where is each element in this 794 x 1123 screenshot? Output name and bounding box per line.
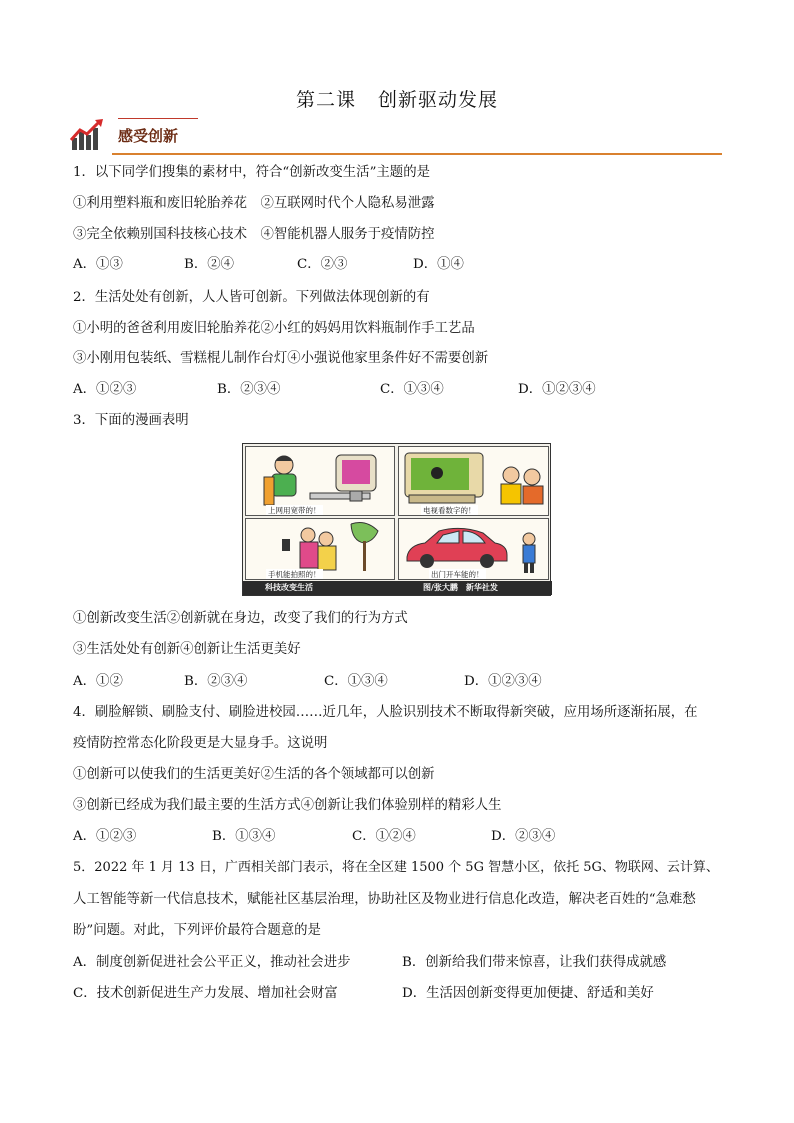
comic-panel-car — [398, 518, 549, 580]
q3-option-d: D．①②③④ — [464, 674, 542, 689]
page-title — [0, 85, 794, 112]
q1-option-b: B．②④ — [184, 257, 235, 272]
growth-chart-icon — [70, 118, 106, 152]
q5-option-b: B．创新给我们带来惊喜，让我们获得成就感 — [402, 955, 667, 970]
comic-banner-credit: 图/张大鹏 新华社发 — [423, 583, 498, 592]
q3-stem: 3．下面的漫画表明 — [73, 413, 189, 428]
q5-stem-line-3: 盼”问题。对此，下列评价最符合题意的是 — [73, 923, 321, 938]
comic-panel-phone — [245, 518, 395, 580]
q2-option-c: C．①③④ — [380, 382, 444, 397]
q1-option-c: C．②③ — [297, 257, 348, 272]
q3-option-c: C．①③④ — [324, 674, 388, 689]
section-label: 感受创新 — [118, 127, 179, 145]
q2-option-a: A．①②③ — [73, 382, 137, 397]
q5-stem-line-1: 5．2022 年 1 月 13 日，广西相关部门表示，将在全区建 1500 个 5G 智慧小区，依托 5G、物联网、云计算、 — [73, 860, 719, 875]
q4-option-c: C．①②④ — [352, 829, 416, 844]
comic-caption-3: 手机能拍照的！ — [268, 570, 321, 579]
q4-option-b: B．①③④ — [212, 829, 276, 844]
q1-option-a: A．①③ — [73, 257, 123, 272]
q4-option-a: A．①②③ — [73, 829, 137, 844]
q1-stem: 1．以下同学们搜集的素材中，符合“创新改变生活”主题的是 — [73, 165, 430, 180]
comic-image — [242, 443, 551, 596]
q2-option-d: D．①②③④ — [518, 382, 596, 397]
lesson-title: 创新驱动发展 — [378, 89, 499, 111]
q2-statements-2: ③小刚用包装纸、雪糕棍儿制作台灯④小强说他家里条件好不需要创新 — [73, 351, 489, 366]
comic-panel-tv — [398, 446, 549, 516]
comic-caption-2: 电视看数字的！ — [423, 506, 476, 515]
comic-panel-internet — [245, 446, 395, 516]
q4-statements-1: ①创新可以使我们的生活更美好②生活的各个领域都可以创新 — [73, 767, 435, 782]
comic-banner-title: 科技改变生活 — [265, 583, 313, 592]
q1-statements-2: ③完全依赖别国科技核心技术 ④智能机器人服务于疫情防控 — [73, 227, 435, 242]
q2-option-b: B．②③④ — [217, 382, 281, 397]
q5-stem-line-2: 人工智能等新一代信息技术，赋能社区基层治理，协助社区及物业进行信息化改造，解决老百姓的“急难愁 — [73, 892, 696, 907]
comic-caption-4: 出门开车能的！ — [431, 570, 484, 579]
q3-option-b: B．②③④ — [184, 674, 248, 689]
q1-option-d: D．①④ — [413, 257, 464, 272]
header-top-rule — [118, 118, 198, 119]
q5-option-c: C．技术创新促进生产力发展、增加社会财富 — [73, 986, 338, 1001]
section-rule — [112, 153, 722, 155]
comic-caption-1: 上网用宽带的！ — [268, 506, 321, 515]
q3-statements-2: ③生活处处有创新④创新让生活更美好 — [73, 642, 301, 657]
q1-statements-1: ①利用塑料瓶和废旧轮胎养花 ②互联网时代个人隐私易泄露 — [73, 196, 435, 211]
q5-option-d: D．生活因创新变得更加便捷、舒适和美好 — [402, 986, 654, 1001]
q4-stem-line-2: 疫情防控常态化阶段更是大显身手。这说明 — [73, 736, 328, 751]
q2-stem: 2．生活处处有创新，人人皆可创新。下列做法体现创新的有 — [73, 290, 430, 305]
q3-option-a: A．①② — [73, 674, 123, 689]
q4-stem-line-1: 4．刷脸解锁、刷脸支付、刷脸进校园……近几年，人脸识别技术不断取得新突破，应用场所逐渐拓展，在 — [73, 705, 698, 720]
lesson-number: 第二课 — [295, 89, 356, 111]
q4-statements-2: ③创新已经成为我们最主要的生活方式④创新让我们体验别样的精彩人生 — [73, 798, 502, 813]
q3-statements-1: ①创新改变生活②创新就在身边，改变了我们的行为方式 — [73, 611, 408, 626]
section-header — [70, 116, 722, 156]
comic-banner — [243, 581, 552, 595]
q2-statements-1: ①小明的爸爸利用废旧轮胎养花②小红的妈妈用饮料瓶制作手工艺品 — [73, 321, 475, 336]
q4-option-d: D．②③④ — [491, 829, 556, 844]
q5-option-a: A．制度创新促进社会公平正义，推动社会进步 — [73, 955, 351, 970]
